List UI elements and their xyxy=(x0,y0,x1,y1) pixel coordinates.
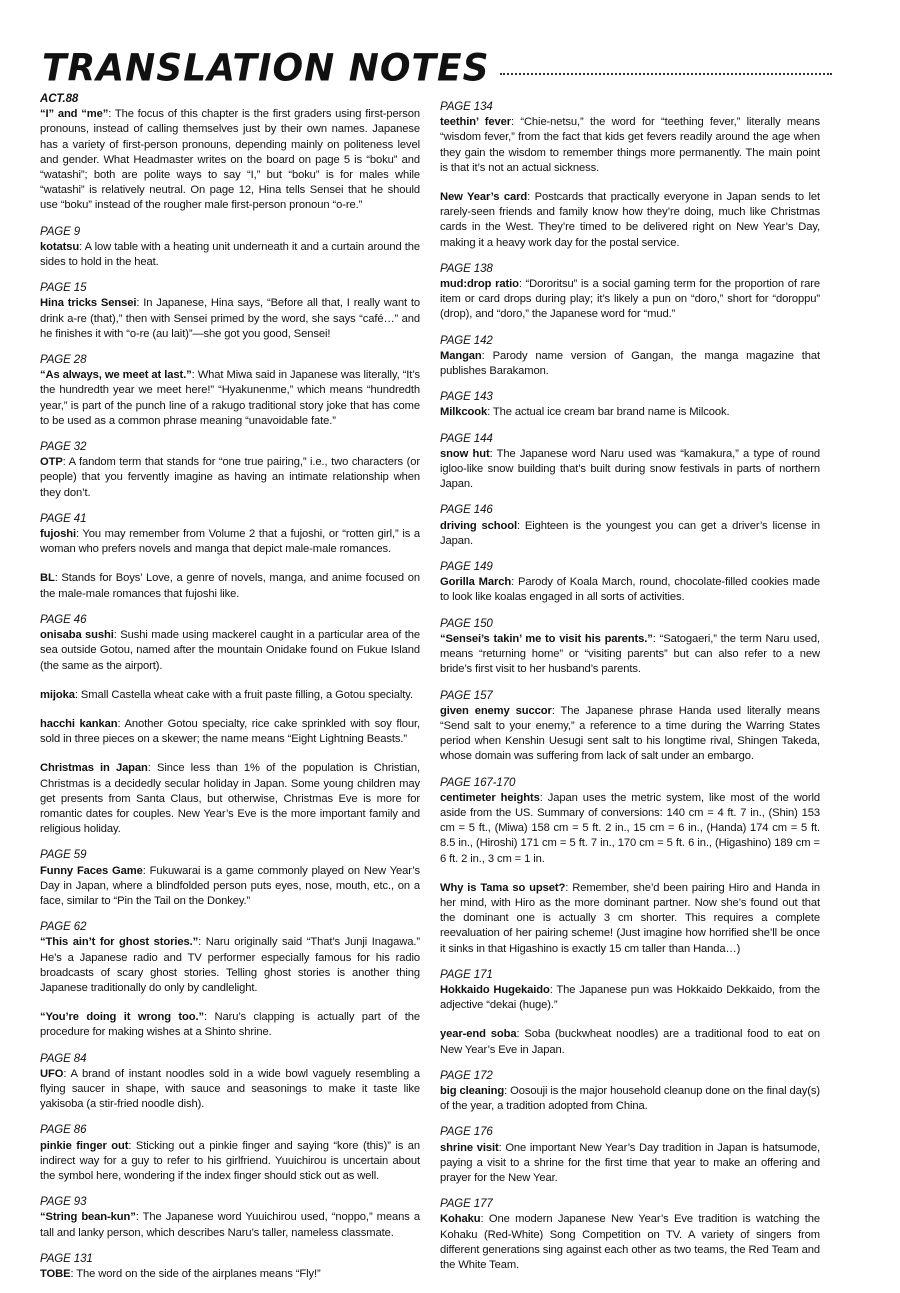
note-entry xyxy=(40,935,420,996)
note-section xyxy=(40,107,420,213)
note-text: : Parody of Koala March, round, chocolate-filled cookies made to look like koalas engaged in all sorts of activities. xyxy=(440,576,820,604)
page-header xyxy=(42,46,832,90)
note-term: Why is Tama so upset? xyxy=(440,881,566,894)
note-text: : Sticking out a pinkie finger and saying “kore (this)” is an indirect way for a guy to refer to his girlfriend. Yuuichirou is uncertain about the symbol here, wondering if the index finger should stick out as well. xyxy=(40,1139,420,1182)
page-label: PAGE 59 xyxy=(40,849,87,862)
note-entry xyxy=(40,527,420,557)
note-section xyxy=(440,1197,820,1273)
note-term: UFO xyxy=(40,1067,64,1080)
note-entry xyxy=(440,575,820,605)
note-term: “As always, we meet at last.” xyxy=(40,369,192,382)
note-entry xyxy=(40,571,420,601)
note-term: hacchi kankan xyxy=(40,717,118,730)
note-term: Kohaku xyxy=(440,1213,481,1226)
note-term: “Sensei’s takin’ me to visit his parents.” xyxy=(440,632,653,645)
note-section xyxy=(440,1125,820,1186)
note-entry xyxy=(440,277,820,323)
note-section xyxy=(40,848,420,909)
note-section xyxy=(40,440,420,501)
page-label: PAGE 143 xyxy=(440,391,493,404)
note-term: fujoshi xyxy=(40,528,76,541)
note-entry xyxy=(440,632,820,678)
note-text: : Naru originally said “That’s Junji Inagawa.” He’s a Japanese radio and TV performer especially famous for his radio broadcasts of scary ghost stories. Telling ghost stories is another thing Japanese traditionally do only by candlelight. xyxy=(40,936,420,994)
note-term: “String bean-kun” xyxy=(40,1211,136,1224)
dotted-rule xyxy=(500,71,832,75)
note-section xyxy=(40,920,420,1040)
page-label: PAGE 150 xyxy=(440,617,493,630)
note-text: : Small Castella wheat cake with a fruit paste filling, a Gotou specialty. xyxy=(74,688,413,701)
note-text: : Sushi made using mackerel caught in a particular area of the sea outside Gotou, named after the mountain Onidake found on Fukue Island (the same as the airport). xyxy=(40,629,420,672)
note-text: : “Satogaeri,” the term Naru used, means “returning home” or “visiting parents” but can also refer to a new bride’s first visit to her husband’s parents. xyxy=(440,632,820,676)
page-label: PAGE 131 xyxy=(40,1252,93,1265)
note-text: : The Japanese word Yuuichirou used, “noppo,” means a tall and lanky person, which describes Naru’s taller, nameless classmate. xyxy=(40,1211,420,1239)
note-term: pinkie finger out xyxy=(40,1139,129,1152)
note-term: mud:drop ratio xyxy=(440,278,519,291)
note-entry xyxy=(440,1212,820,1273)
note-term: Christmas in Japan xyxy=(40,762,148,775)
page-title: TRANSLATION NOTES xyxy=(42,46,490,90)
note-section xyxy=(40,512,420,602)
note-entry xyxy=(440,115,820,176)
page-label: PAGE 144 xyxy=(440,432,493,445)
note-text: : Postcards that practically everyone in Japan sends to let rarely-seen friends and family know how they’re doing, much like Christmas cards in the West. They’re timed to be delivered right on New Year’s Day, making it a heavy work day for the postal service. xyxy=(440,191,820,249)
note-text: : The focus of this chapter is the first graders using first-person pronouns, instead of calling themselves just by their own names. Japanese has a variety of first-person pronouns, depending mainly on politeness level and gender. What Headmaster writes on the board on page 5 is “boku” and “watashi”; both are polite ways to say “I,” but “boku” is for males while “watashi” is relatively neutral. On page 12, Hina tells Sensei that he should use “boku” instead of the rougher male first-person pronoun “o-re.” xyxy=(40,108,420,212)
note-entry xyxy=(40,717,420,747)
note-entry xyxy=(40,240,420,270)
note-text: : The Japanese word Naru used was “kamakura,” a type of round igloo-like snow building that’s built during snow festivals in parts of northern Japan. xyxy=(440,447,821,491)
note-section xyxy=(440,968,820,1058)
page-label: PAGE 167-170 xyxy=(440,776,516,789)
note-section xyxy=(40,613,420,837)
note-section xyxy=(440,503,820,549)
note-term: “I” and “me” xyxy=(40,108,109,121)
note-text: : Naru’s clapping is actually part of the procedure for making wishes at a Shinto shrine. xyxy=(40,1011,420,1039)
note-text: : What Miwa said in Japanese was literally, “It’s the hundredth year we meet here!” “Hyakunenme,” which means “hundredth year,” is part of the punch line of a rakugo traditional story joke that has come to be used as a common phrase meaning “unavoidable fate.” xyxy=(40,369,420,427)
note-entry xyxy=(40,107,420,213)
note-term: onisaba sushi xyxy=(40,629,114,642)
note-text: : One important New Year’s Day tradition in Japan is hatsumode, paying a visit to a shrine for the first time that year to make an offering and prayer for the New Year. xyxy=(440,1141,820,1184)
note-section xyxy=(40,225,420,271)
page-label: PAGE 9 xyxy=(40,225,81,238)
note-text: : Fukuwarai is a game commonly played on New Year’s Day in Japan, where a blindfolded person puts eyes, nose, mouth, etc., on a face, similar to “Pin the Tail on the Donkey.” xyxy=(40,864,420,907)
note-entry xyxy=(440,791,820,867)
note-entry xyxy=(40,628,420,674)
note-entry xyxy=(440,704,820,765)
page-label: PAGE 41 xyxy=(40,512,87,525)
page-label: PAGE 15 xyxy=(40,282,87,295)
note-text: : Eighteen is the youngest you can get a driver’s license in Japan. xyxy=(440,519,821,547)
act-label: ACT.88 xyxy=(40,93,79,105)
note-term: Funny Faces Game xyxy=(40,864,143,877)
note-section xyxy=(440,689,820,765)
note-entry xyxy=(440,1027,820,1057)
page-label: PAGE 134 xyxy=(440,101,493,113)
note-term: TOBE xyxy=(40,1268,71,1280)
note-text: : The Japanese phrase Handa used literally means “Send salt to your enemy,” a reference to a time during the Warring States period when Kenshin Uesugi sent salt to his longtime rival, Shingen Takeda, whose domain was suffering from lack of salt under an embargo. xyxy=(440,704,820,763)
left-column xyxy=(40,92,420,1293)
page-label: PAGE 93 xyxy=(40,1196,87,1209)
note-entry xyxy=(40,368,420,429)
note-section xyxy=(440,1069,820,1115)
note-term: big cleaning xyxy=(440,1084,505,1097)
note-entry xyxy=(40,1010,420,1040)
note-term: snow hut xyxy=(440,447,490,460)
note-text: : Japan uses the metric system, like most of the world aside from the US. Summary of conversions: 140 cm = 4 ft. 7 in., (Shin) 153 cm = 5 ft., (Miwa) 158 cm = 5 ft. 2 in., 15 cm = 6 in., (Handa) 174 cm = 5 ft. 8.5 in., (Hiroshi) 171 cm = 5 ft. 7 in., 170 cm = 5 ft. 6 in., (Higashino) 189 cm = 6 ft. 2 in., 3 cm = 1 in. xyxy=(440,791,820,865)
note-term: teethin’ fever xyxy=(440,116,511,129)
note-section xyxy=(440,262,820,323)
note-text: : Remember, she’d been pairing Hiro and Handa in her mind, with Hiro as the more dominant partner. Now she’s found out that the dominant one is actually 3 cm shorter. This requires a complete reevaluation of her pairing scheme! (Just imagine how horrified she’ll be once it sinks in that Higashino is exactly 15 cm taller than Handa…) xyxy=(440,881,820,955)
note-text: : Soba (buckwheat noodles) are a traditional food to eat on New Year’s Eve in Japan. xyxy=(440,1028,821,1056)
note-term: given enemy succor xyxy=(440,704,552,717)
note-entry xyxy=(40,1210,420,1240)
note-text: : You may remember from Volume 2 that a fujoshi, or “rotten girl,” is a woman who prefers novels and manga that depict male-male romances. xyxy=(40,528,420,556)
note-text: : One modern Japanese New Year’s Eve tradition is watching the Kohaku (Red-White) Song Competition on TV. A variety of singers from different generations sing against each other as two teams, the Red Team and the White Team. xyxy=(440,1213,820,1271)
note-section xyxy=(440,100,820,251)
note-section xyxy=(40,353,420,429)
note-term: “You’re doing it wrong too.” xyxy=(40,1011,204,1024)
note-text: : In Japanese, Hina says, “Before all that, I really want to drink a-re (that),” then with Sensei primed by the word, she says “café…” and he finishes it with “o-re (au lait)”—she got you good, Sensei! xyxy=(40,297,420,340)
note-text: : The actual ice cream bar brand name is Milcook. xyxy=(487,406,730,419)
note-entry xyxy=(440,349,820,379)
note-entry xyxy=(40,688,420,703)
note-section xyxy=(440,334,820,380)
note-term: shrine visit xyxy=(440,1141,499,1154)
page-label: PAGE 146 xyxy=(440,504,493,517)
note-text: : The word on the side of the airplanes means “Fly!” xyxy=(70,1268,321,1280)
page-label: PAGE 142 xyxy=(440,334,493,347)
note-text: : A fandom term that stands for “one true pairing,” i.e., two characters (or people) that you fervently imagine as having an intimate relationship when they don’t. xyxy=(40,456,420,499)
note-entry xyxy=(40,1267,420,1282)
page-label: PAGE 28 xyxy=(40,354,87,367)
note-text: : A brand of instant noodles sold in a wide bowl vaguely resembling a flying saucer in shape, with sauce and seasonings to make it taste like yakisoba (a stir-fried noodle dish). xyxy=(40,1067,420,1111)
note-section xyxy=(40,1195,420,1241)
note-term: New Year’s card xyxy=(440,191,528,204)
note-term: Hokkaido Hugekaido xyxy=(440,983,550,996)
page-label: PAGE 176 xyxy=(440,1126,493,1139)
note-entry xyxy=(40,455,420,501)
note-section xyxy=(440,560,820,606)
note-section xyxy=(40,1252,420,1282)
note-entry xyxy=(440,983,820,1013)
page-label: PAGE 172 xyxy=(440,1069,493,1082)
note-entry xyxy=(440,1141,820,1187)
note-term: “This ain’t for ghost stories.” xyxy=(40,936,199,949)
page-label: PAGE 177 xyxy=(440,1198,493,1211)
note-text: : Parody name version of Gangan, the manga magazine that publishes Barakamon. xyxy=(440,349,820,378)
page-label: PAGE 138 xyxy=(440,262,493,275)
note-section xyxy=(440,432,820,493)
note-entry xyxy=(40,1067,420,1113)
note-entry xyxy=(440,447,820,493)
note-entry xyxy=(40,296,420,342)
note-text: : Stands for Boys’ Love, a genre of novels, manga, and anime focused on the male-male romances that fujoshi like. xyxy=(40,572,420,600)
page-label: PAGE 86 xyxy=(40,1124,87,1137)
page-label: PAGE 84 xyxy=(40,1052,87,1065)
note-text: : “Chie-netsu,” the word for “teething fever,” literally means “wisdom fever,” from the fact that kids get fevers readily around the age when they gain the wisdom to remember things more permanently. The main point is that it’s not an actual sickness. xyxy=(440,116,821,174)
page-label: PAGE 32 xyxy=(40,441,87,454)
page-label: PAGE 46 xyxy=(40,613,87,626)
note-text: : Oosouji is the major household cleanup done on the final day(s) of the year, a tradition adopted from China. xyxy=(440,1084,820,1113)
note-term: centimeter heights xyxy=(440,791,540,804)
page-label: PAGE 62 xyxy=(40,921,87,934)
note-text: : “Dororitsu” is a social gaming term for the proportion of rare item or card drops during play; it’s likely a pun on “doro,” short for “doroppu” (drop), and “doro,” the Japanese word for “mud.” xyxy=(440,278,820,321)
note-entry xyxy=(440,881,820,957)
note-entry xyxy=(440,190,820,251)
note-text: : Another Gotou specialty, rice cake sprinkled with soy flour, sold in three pieces on a skewer; the name means “Eight Lightning Beasts.” xyxy=(40,717,420,746)
note-entry xyxy=(40,761,420,837)
note-entry xyxy=(440,405,820,420)
note-text: : Since less than 1% of the population is Christian, Christmas is a decidedly secular holiday in Japan. Some young children may get presents from Santa Claus, but otherwise, Christmas Eve is more for romantic dates for couples. New Year’s Eve is the more important family and religious holiday. xyxy=(40,762,420,836)
note-section xyxy=(40,1052,420,1113)
note-entry xyxy=(40,864,420,910)
note-term: BL xyxy=(40,572,55,585)
page-label: PAGE 157 xyxy=(440,689,493,702)
page-label: PAGE 171 xyxy=(440,968,493,981)
note-entry xyxy=(440,519,820,549)
note-section xyxy=(440,390,820,420)
right-column xyxy=(440,100,820,1284)
note-term: year-end soba xyxy=(440,1028,517,1041)
note-entry xyxy=(40,1139,420,1185)
note-term: kotatsu xyxy=(40,240,80,253)
note-term: Hina tricks Sensei xyxy=(40,297,137,310)
note-text: : A low table with a heating unit underneath it and a curtain around the sides to hold in the heat. xyxy=(40,240,420,269)
note-term: Gorilla March xyxy=(440,576,512,589)
page-label: PAGE 149 xyxy=(440,561,493,574)
note-text: : The Japanese pun was Hokkaido Dekkaido, from the adjective “dekai (huge).” xyxy=(440,983,820,1012)
note-section xyxy=(40,281,420,342)
note-section xyxy=(440,617,820,678)
note-section xyxy=(40,1123,420,1184)
note-entry xyxy=(440,1084,820,1114)
note-term: OTP xyxy=(40,456,63,469)
note-term: Milkcook xyxy=(440,406,488,419)
note-section xyxy=(440,776,820,957)
note-term: Mangan xyxy=(440,349,482,362)
note-term: mijoka xyxy=(40,688,75,701)
note-term: driving school xyxy=(440,519,517,532)
